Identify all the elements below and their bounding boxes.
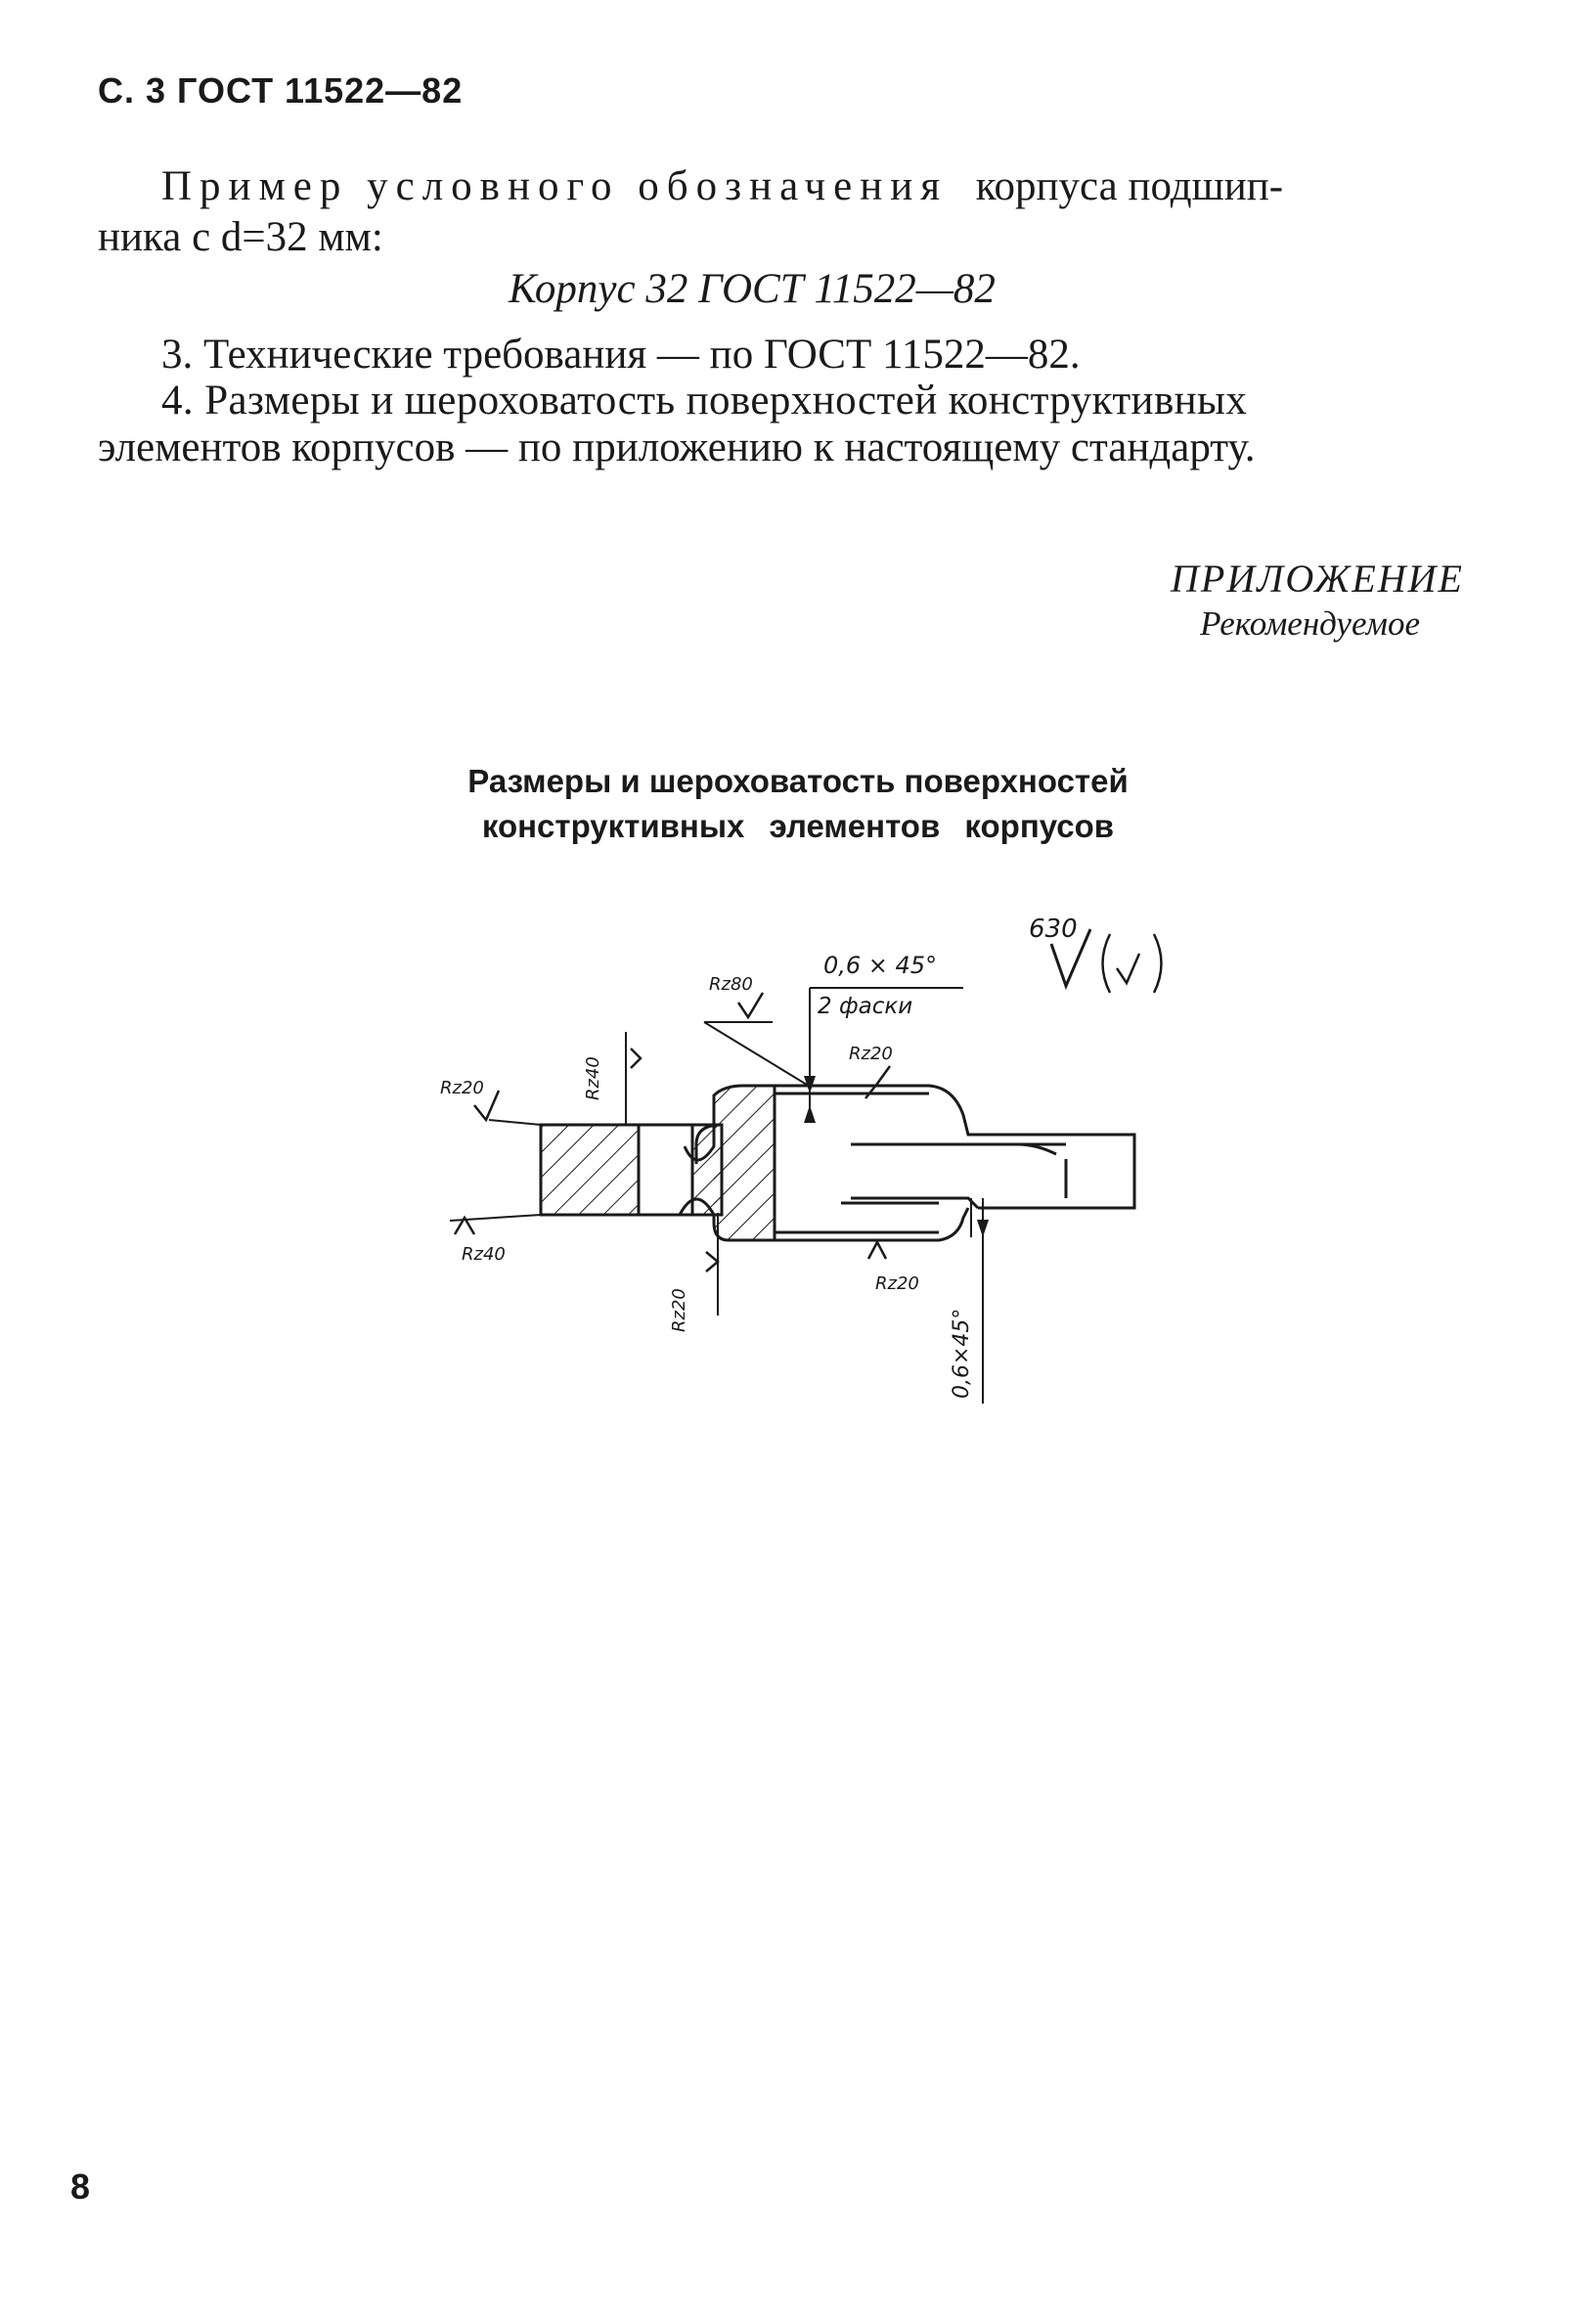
body-lower-contour <box>775 1208 968 1240</box>
section-title-line-1: Размеры и шероховатость поверхностей <box>467 763 1129 799</box>
rz20-bore-check <box>868 1242 886 1259</box>
chamfer-note-label: 2 фаски <box>818 994 913 1019</box>
page-header: С. 3 ГОСТ 11522—82 <box>98 70 464 111</box>
flange-section-left <box>541 1125 639 1215</box>
rz20-top-label: Rz20 <box>849 1044 893 1064</box>
appendix-title: ПРИЛОЖЕНИЕ <box>1171 557 1464 601</box>
housing-outline <box>541 1086 1134 1240</box>
chamfer-right-arrow <box>977 1220 989 1237</box>
example-intro: Пример условного обозначения <box>161 163 949 209</box>
chamfer-right-label: 0,6×45° <box>950 1308 974 1399</box>
paren-right <box>1154 934 1162 993</box>
item-3: 3. Технические требования — по ГОСТ 11522—82. <box>161 332 1081 378</box>
rz80-leader <box>704 1022 812 1088</box>
housing-section-drawing <box>0 880 1596 1428</box>
section-title-line-2: конструктивных элементов корпусов <box>481 808 1115 844</box>
rz40-top-label: Rz40 <box>583 1056 603 1100</box>
paren-left <box>1103 934 1111 993</box>
item-4-line-1: 4. Размеры и шероховатость поверхностей конструктивных <box>161 378 1248 424</box>
bore-upper-line <box>851 1144 1066 1154</box>
chamfer-top-label: 0,6 × 45° <box>823 952 938 979</box>
main-body-section <box>714 1086 775 1240</box>
roughness-marks <box>455 929 1162 1272</box>
example-designation: Корпус 32 ГОСТ 11522—82 <box>509 266 996 312</box>
dimension-arrows <box>804 1076 989 1237</box>
item-4-line-2: элементов корпусов — по приложению к настоящему стандарту. <box>98 424 1256 470</box>
rz80-check <box>738 993 763 1017</box>
example-intro-continued: корпуса подшип- <box>975 163 1284 209</box>
chamfer-arrow-bottom <box>804 1105 816 1123</box>
rz20-left-leader <box>489 1120 541 1125</box>
rz40-bottom-label: Rz40 <box>462 1244 506 1265</box>
rz20-bottom-label: Rz20 <box>669 1288 689 1332</box>
rz80-label: Rz80 <box>709 974 753 995</box>
general-roughness-value: 630 <box>1029 915 1078 944</box>
appendix-subtitle: Рекомендуемое <box>1200 604 1420 643</box>
body-upper-contour <box>775 1086 1134 1208</box>
rz20-bottom-check <box>706 1252 718 1272</box>
rz20-left-label: Rz20 <box>440 1078 484 1098</box>
paren-check <box>1117 954 1139 983</box>
page-number: 8 <box>70 2166 91 2207</box>
rz40-top-check <box>631 1049 641 1068</box>
example-line-1 <box>161 161 1283 212</box>
example-line-2: ника с d=32 мм: <box>98 214 383 260</box>
flange-bolt-hole <box>639 1125 692 1215</box>
rz20-bore-label: Rz20 <box>875 1273 919 1294</box>
